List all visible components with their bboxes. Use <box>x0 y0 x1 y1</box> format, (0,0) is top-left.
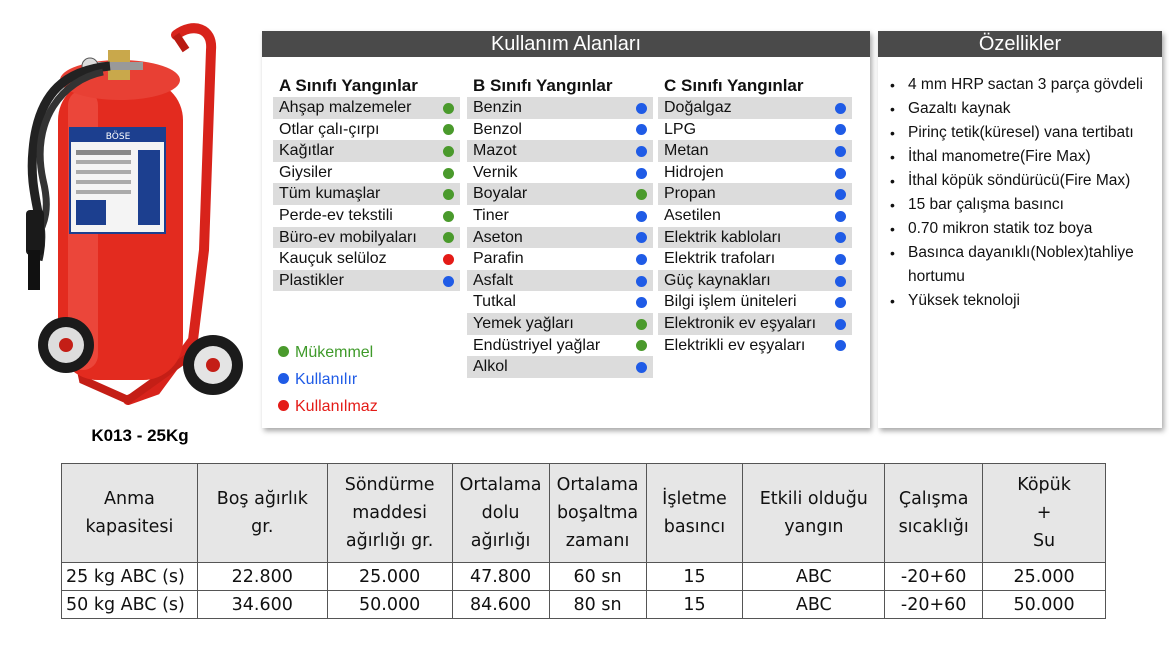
product-caption: K013 - 25Kg <box>91 426 189 445</box>
blue-dot-icon <box>835 124 846 135</box>
feature-item <box>888 121 1158 145</box>
usage-item-label: Otlar çalı-çırpı <box>279 120 380 138</box>
feature-item <box>888 73 1158 97</box>
green-dot-icon <box>443 124 454 135</box>
usage-item <box>467 119 653 141</box>
usage-item-label: Propan <box>664 185 716 203</box>
blue-dot-icon <box>835 276 846 287</box>
specs-header-text: Su <box>1032 531 1056 551</box>
blue-dot-icon <box>636 146 647 157</box>
fire-extinguisher-image <box>8 10 258 420</box>
usage-item <box>658 227 852 249</box>
usage-item-label: Elektrikli ev eşyaları <box>664 336 806 354</box>
specs-header-cell <box>885 464 983 563</box>
legend-usable-label: Kullanılır <box>295 371 358 388</box>
class-c-column <box>658 75 852 356</box>
usage-item <box>467 162 653 184</box>
specs-header-cell <box>62 464 198 563</box>
table-row <box>62 591 1106 619</box>
usage-item-label: Tutkal <box>473 293 516 311</box>
feature-item <box>888 289 1158 313</box>
specs-header-cell <box>197 464 327 563</box>
class-b-title: B Sınıfı Yangınlar <box>473 76 613 95</box>
usage-item <box>467 291 653 313</box>
specs-header-text: Çalışma <box>898 489 969 509</box>
blue-dot-icon <box>636 232 647 243</box>
usage-item-label: Benzin <box>473 99 522 116</box>
green-dot-icon <box>443 211 454 222</box>
bullet-icon: • <box>890 173 895 189</box>
table-cell: ABC <box>743 563 885 591</box>
features-panel-title: Özellikler <box>878 31 1162 57</box>
feature-text: Yüksek teknoloji <box>908 292 1021 309</box>
specs-header-text: Ortalama <box>459 475 542 495</box>
feature-item <box>888 145 1158 169</box>
usage-item-label: Benzol <box>473 120 522 138</box>
red-dot-icon <box>443 254 454 265</box>
usage-item <box>467 356 653 378</box>
table-cell: -20+60 <box>885 591 983 619</box>
blue-dot-icon <box>835 340 846 351</box>
usage-item-label: Metan <box>664 142 709 160</box>
blue-dot-icon <box>835 232 846 243</box>
bullet-icon: • <box>890 125 895 141</box>
table-cell: 25 kg ABC (s) <box>62 563 198 591</box>
specs-header-row <box>62 464 1106 563</box>
usage-item-label: Alkol <box>473 358 508 376</box>
specs-header-text: ağırlığı <box>470 531 531 551</box>
specs-header-text: sıcaklığı <box>898 517 969 537</box>
usage-item <box>467 248 653 270</box>
green-dot-icon <box>278 346 289 357</box>
class-a-title: A Sınıfı Yangınlar <box>279 76 418 95</box>
bullet-icon: • <box>890 197 895 213</box>
usage-item <box>273 183 460 205</box>
usage-item <box>273 140 460 162</box>
feature-text: 4 mm HRP sactan 3 parça gövdeli <box>908 76 1143 93</box>
green-dot-icon <box>443 232 454 243</box>
specs-header-cell <box>983 464 1106 563</box>
table-cell: 25.000 <box>983 563 1106 591</box>
usage-item-label: Kağıtlar <box>279 142 335 160</box>
specs-header-text: boşaltma <box>556 503 639 523</box>
feature-text: Pirinç tetik(küresel) vana tertibatı <box>908 124 1134 141</box>
usage-item-label: Asfalt <box>473 271 514 289</box>
specs-header-text: maddesi <box>352 503 427 523</box>
specs-header-text: kapasitesi <box>85 517 174 537</box>
class-c-title: C Sınıfı Yangınlar <box>664 76 804 95</box>
specs-header-text: Etkili olduğu <box>759 489 868 509</box>
blue-dot-icon <box>636 254 647 265</box>
blue-dot-icon <box>636 103 647 114</box>
green-dot-icon <box>443 189 454 200</box>
usage-item-label: Elektrik kabloları <box>664 228 782 246</box>
usage-item <box>273 270 460 292</box>
specs-header-text: Boş ağırlık <box>216 489 308 509</box>
features-list <box>888 73 1158 313</box>
usage-item <box>273 227 460 249</box>
blue-dot-icon <box>636 124 647 135</box>
usage-item-label: Büro-ev mobilyaları <box>279 228 417 246</box>
usage-item-label: Doğalgaz <box>664 99 732 116</box>
specs-header-cell <box>327 464 452 563</box>
green-dot-icon <box>636 189 647 200</box>
class-a-column <box>273 75 460 291</box>
usage-item-label: Bilgi işlem üniteleri <box>664 293 797 311</box>
usage-item-label: Kauçuk selüloz <box>279 250 387 268</box>
table-cell: -20+60 <box>885 563 983 591</box>
legend-usable <box>278 370 357 390</box>
blue-dot-icon <box>443 276 454 287</box>
table-cell: 34.600 <box>197 591 327 619</box>
feature-text: Basınca dayanıklı(Noblex)tahliye hortumu <box>908 244 1134 285</box>
usage-item-label: Tüm kumaşlar <box>279 185 381 203</box>
table-cell: 15 <box>646 563 743 591</box>
blue-dot-icon <box>636 362 647 373</box>
feature-item <box>888 241 1158 289</box>
features-panel <box>878 31 1162 428</box>
usage-item-label: Ahşap malzemeler <box>279 99 412 116</box>
usage-item <box>467 205 653 227</box>
usage-item-label: Elektrik trafoları <box>664 250 776 268</box>
specs-header-cell <box>452 464 549 563</box>
feature-item <box>888 193 1158 217</box>
specs-header-cell <box>646 464 743 563</box>
usage-item <box>658 97 852 119</box>
feature-text: 0.70 mikron statik toz boya <box>908 220 1093 237</box>
feature-text: İthal köpük söndürücü(Fire Max) <box>908 172 1131 189</box>
usage-item <box>658 313 852 335</box>
bullet-icon: • <box>890 293 895 309</box>
usage-item <box>273 97 460 119</box>
usage-item <box>658 162 852 184</box>
table-cell: 50.000 <box>983 591 1106 619</box>
specs-header-text: İşletme <box>662 489 727 509</box>
legend-excellent-label: Mükemmel <box>295 344 374 361</box>
specs-header-text: zamanı <box>565 531 630 551</box>
table-cell: 60 sn <box>549 563 646 591</box>
usage-item <box>467 97 653 119</box>
usage-item <box>467 183 653 205</box>
specs-header-text: gr. <box>251 517 274 537</box>
usage-item <box>658 205 852 227</box>
usage-item-label: Parafin <box>473 250 524 268</box>
blue-dot-icon <box>835 211 846 222</box>
specs-header-text: Anma <box>104 489 155 509</box>
usage-item <box>467 140 653 162</box>
bullet-icon: • <box>890 221 895 237</box>
blue-dot-icon <box>636 276 647 287</box>
legend-not-usable <box>278 397 378 417</box>
blue-dot-icon <box>636 211 647 222</box>
feature-item <box>888 217 1158 241</box>
red-dot-icon <box>278 400 289 411</box>
usage-item <box>658 119 852 141</box>
usage-item-label: Giysiler <box>279 163 333 181</box>
bullet-icon: • <box>890 245 895 261</box>
green-dot-icon <box>443 168 454 179</box>
usage-item <box>658 248 852 270</box>
specs-header-text: Ortalama <box>556 475 639 495</box>
usage-item-label: Vernik <box>473 163 518 181</box>
usage-item-label: Endüstriyel yağlar <box>473 336 601 354</box>
usage-item-label: Boyalar <box>473 185 528 203</box>
specs-header-text: Söndürme <box>344 475 435 495</box>
feature-text: İthal manometre(Fire Max) <box>908 148 1091 165</box>
usage-item <box>273 248 460 270</box>
bullet-icon: • <box>890 149 895 165</box>
usage-item <box>273 162 460 184</box>
specs-header-text: dolu <box>481 503 520 523</box>
table-cell: 25.000 <box>327 563 452 591</box>
usage-item <box>467 270 653 292</box>
blue-dot-icon <box>835 297 846 308</box>
blue-dot-icon <box>835 146 846 157</box>
blue-dot-icon <box>636 297 647 308</box>
table-cell: 22.800 <box>197 563 327 591</box>
usage-panel <box>262 31 870 428</box>
table-cell: 84.600 <box>452 591 549 619</box>
label-brand: BÖSE <box>105 132 131 142</box>
usage-item <box>467 335 653 357</box>
specs-header-cell <box>743 464 885 563</box>
legend-excellent <box>278 343 373 363</box>
bullet-icon: • <box>890 77 895 93</box>
blue-dot-icon <box>835 189 846 200</box>
feature-item <box>888 97 1158 121</box>
usage-item <box>467 313 653 335</box>
blue-dot-icon <box>835 103 846 114</box>
usage-item-label: Aseton <box>473 228 523 246</box>
green-dot-icon <box>636 319 647 330</box>
blue-dot-icon <box>835 254 846 265</box>
table-cell: 80 sn <box>549 591 646 619</box>
usage-panel-title: Kullanım Alanları <box>262 31 870 57</box>
specs-header-text: Köpük <box>1017 475 1071 495</box>
class-b-column <box>467 75 653 378</box>
specs-header-cell <box>549 464 646 563</box>
specs-header-text: + <box>1036 503 1052 523</box>
usage-item-label: Perde-ev tekstili <box>279 206 393 224</box>
specs-header-text: basıncı <box>663 517 726 537</box>
blue-dot-icon <box>636 168 647 179</box>
usage-item-label: Tiner <box>473 206 509 224</box>
table-cell: 47.800 <box>452 563 549 591</box>
usage-item-label: Hidrojen <box>664 163 724 181</box>
blue-dot-icon <box>835 168 846 179</box>
usage-item-label: Yemek yağları <box>473 314 574 332</box>
blue-dot-icon <box>835 319 846 330</box>
table-cell: 50.000 <box>327 591 452 619</box>
usage-item-label: Plastikler <box>279 271 344 289</box>
usage-item <box>467 227 653 249</box>
feature-text: 15 bar çalışma basıncı <box>908 196 1064 213</box>
usage-item-label: Elektronik ev eşyaları <box>664 314 817 332</box>
green-dot-icon <box>443 103 454 114</box>
usage-item <box>658 183 852 205</box>
usage-item <box>658 140 852 162</box>
bullet-icon: • <box>890 101 895 117</box>
usage-item-label: LPG <box>664 120 697 138</box>
usage-item <box>273 119 460 141</box>
usage-item-label: Mazot <box>473 142 517 160</box>
blue-dot-icon <box>278 373 289 384</box>
usage-item-label: Güç kaynakları <box>664 271 771 289</box>
usage-item-label: Asetilen <box>664 206 721 224</box>
specs-table <box>61 463 1106 619</box>
green-dot-icon <box>636 340 647 351</box>
table-cell: ABC <box>743 591 885 619</box>
usage-item <box>658 291 852 313</box>
specs-header-text: ağırlığı gr. <box>345 531 434 551</box>
usage-item <box>658 270 852 292</box>
feature-text: Gazaltı kaynak <box>908 100 1011 117</box>
table-cell: 15 <box>646 591 743 619</box>
table-row <box>62 563 1106 591</box>
usage-item <box>273 205 460 227</box>
usage-item <box>658 335 852 357</box>
table-cell: 50 kg ABC (s) <box>62 591 198 619</box>
feature-item <box>888 169 1158 193</box>
green-dot-icon <box>443 146 454 157</box>
specs-header-text: yangın <box>784 517 844 537</box>
specs-body <box>62 563 1106 619</box>
legend-not-usable-label: Kullanılmaz <box>295 398 378 415</box>
